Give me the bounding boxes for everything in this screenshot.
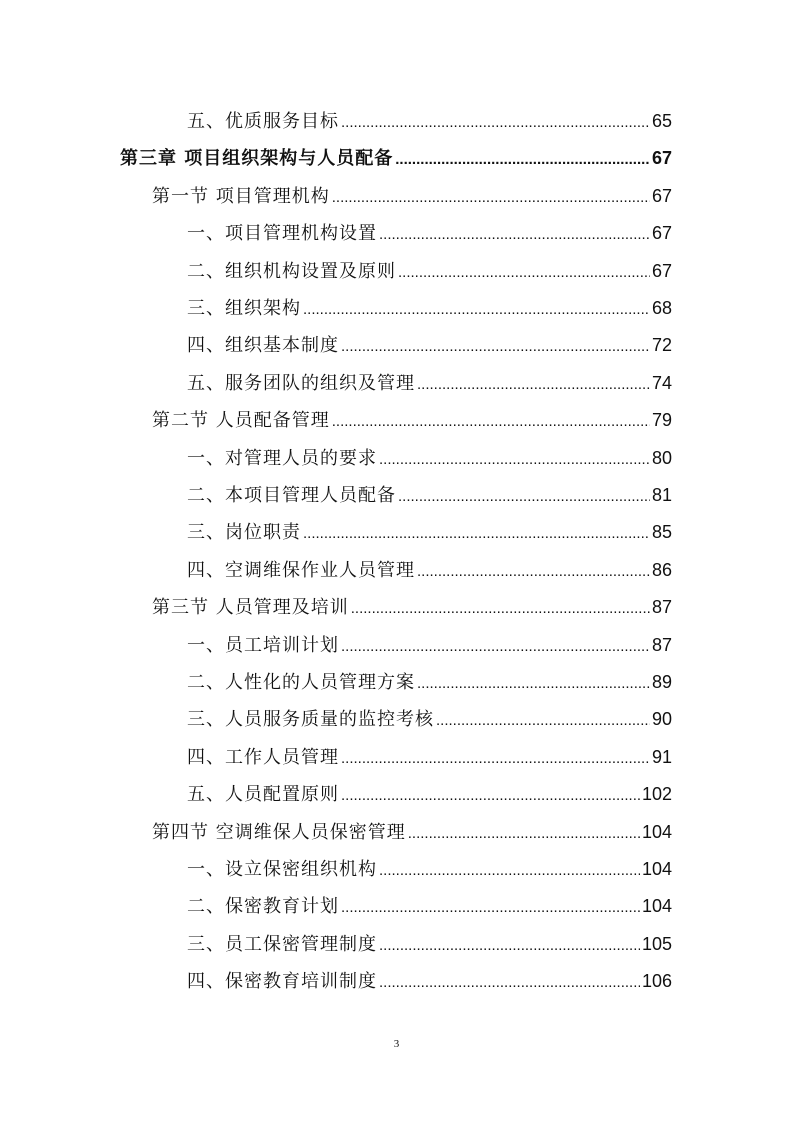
toc-entry-title: 二、保密教育计划 xyxy=(187,896,339,918)
toc-entry-title: 一、设立保密组织机构 xyxy=(187,859,377,880)
toc-entry-title: 四、空调维保作业人员管理 xyxy=(187,559,415,581)
dot-leader xyxy=(341,889,640,926)
toc-entry-title: 第四节 空调维保人员保密管理 xyxy=(152,821,406,843)
toc-entry-title: 三、员工保密管理制度 xyxy=(187,933,377,955)
toc-subsection-entry[interactable] xyxy=(187,627,672,664)
toc-section-entry[interactable] xyxy=(152,402,672,439)
toc-entry-page: 67 xyxy=(651,148,672,169)
toc-entry-page: 105 xyxy=(641,933,672,954)
dot-leader xyxy=(303,291,650,328)
dot-leader xyxy=(379,441,650,478)
toc-entry-page: 102 xyxy=(641,784,672,805)
dot-leader xyxy=(341,628,650,665)
toc-subsection-entry[interactable] xyxy=(187,552,672,589)
toc-subsection-entry[interactable] xyxy=(187,776,672,813)
toc-entry-page: 80 xyxy=(651,447,672,468)
toc-entry-title: 第一节 项目管理机构 xyxy=(152,185,330,207)
toc-subsection-entry[interactable] xyxy=(187,253,672,290)
toc-entry-title: 一、员工培训计划 xyxy=(187,634,339,656)
toc-entry-title: 四、组织基本制度 xyxy=(187,335,339,357)
toc-entry-title: 五、优质服务目标 xyxy=(187,111,339,132)
dot-leader xyxy=(341,740,650,777)
dot-leader xyxy=(408,815,640,852)
dot-leader xyxy=(351,590,650,627)
toc-entry-page: 81 xyxy=(651,485,672,505)
toc-subsection-entry[interactable] xyxy=(187,926,672,963)
toc-subsection-entry[interactable] xyxy=(187,888,672,925)
toc-entry-page: 67 xyxy=(651,223,672,244)
toc-entry-page: 91 xyxy=(651,746,672,767)
toc-entry-page: 67 xyxy=(651,260,672,281)
toc-entry-page: 74 xyxy=(651,372,672,393)
toc-entry-title: 四、工作人员管理 xyxy=(187,746,339,768)
dot-leader xyxy=(332,179,650,216)
toc-subsection-entry[interactable] xyxy=(187,963,672,1000)
dot-leader xyxy=(398,254,650,291)
toc-entry-page: 67 xyxy=(651,185,672,206)
toc-entry-title: 一、对管理人员的要求 xyxy=(187,447,377,469)
page-number: 3 xyxy=(393,1038,400,1050)
toc-entry-page: 104 xyxy=(641,821,672,842)
toc-entry-page: 89 xyxy=(651,672,672,692)
dot-leader xyxy=(417,553,650,590)
toc-subsection-entry[interactable] xyxy=(187,851,672,888)
dot-leader xyxy=(379,927,640,964)
toc-entry-title: 第三节 人员管理及培训 xyxy=(152,597,349,619)
toc-entry-page: 79 xyxy=(651,410,672,431)
toc-entry-page: 72 xyxy=(651,335,672,356)
toc-entry-page: 87 xyxy=(651,634,672,655)
toc-entry-page: 86 xyxy=(651,559,672,580)
dot-leader xyxy=(395,141,650,178)
toc-section-entry[interactable] xyxy=(152,178,672,215)
toc-entry-title: 一、项目管理机构设置 xyxy=(187,223,377,245)
toc-entry-page: 68 xyxy=(651,298,672,318)
dot-leader xyxy=(417,366,650,403)
dot-leader xyxy=(379,852,640,889)
dot-leader xyxy=(379,216,650,253)
toc-entry-title: 二、人性化的人员管理方案 xyxy=(187,672,415,693)
toc-entry-title: 三、人员服务质量的监控考核 xyxy=(187,709,434,731)
toc-entry-title: 二、本项目管理人员配备 xyxy=(187,485,396,506)
dot-leader xyxy=(398,478,650,515)
toc-subsection-entry[interactable] xyxy=(187,327,672,364)
toc-subsection-entry[interactable] xyxy=(187,477,672,514)
dot-leader xyxy=(436,702,650,739)
toc-entry-title: 第二节 人员配备管理 xyxy=(152,410,330,432)
dot-leader xyxy=(332,403,650,440)
toc-subsection-entry[interactable] xyxy=(187,739,672,776)
toc-entry-title: 第三章 项目组织架构与人员配备 xyxy=(120,148,394,170)
toc-subsection-entry[interactable] xyxy=(187,701,672,738)
toc-section-entry[interactable] xyxy=(152,589,672,626)
dot-leader xyxy=(303,515,650,552)
toc-entry-page: 65 xyxy=(651,111,672,131)
dot-leader xyxy=(379,964,640,1001)
dot-leader xyxy=(341,777,640,814)
toc-entry-title: 三、组织架构 xyxy=(187,298,301,319)
toc-entry-page: 104 xyxy=(641,859,672,879)
toc-entry-page: 87 xyxy=(651,597,672,618)
dot-leader xyxy=(341,104,650,141)
toc-subsection-entry[interactable] xyxy=(187,103,672,140)
toc-entry-page: 90 xyxy=(651,709,672,730)
toc-subsection-entry[interactable] xyxy=(187,514,672,551)
toc-entry-title: 三、岗位职责 xyxy=(187,522,301,544)
toc-subsection-entry[interactable] xyxy=(187,290,672,327)
dot-leader xyxy=(341,328,650,365)
toc-entry-page: 85 xyxy=(651,522,672,543)
toc-entry-title: 四、保密教育培训制度 xyxy=(187,971,377,993)
toc-entry-title: 五、人员配置原则 xyxy=(187,784,339,806)
toc-subsection-entry[interactable] xyxy=(187,440,672,477)
toc-chapter-entry[interactable] xyxy=(120,140,672,177)
toc-entry-title: 二、组织机构设置及原则 xyxy=(187,260,396,282)
toc-section-entry[interactable] xyxy=(152,814,672,851)
toc-entry-page: 104 xyxy=(641,896,672,917)
toc-entry-title: 五、服务团队的组织及管理 xyxy=(187,372,415,394)
dot-leader xyxy=(417,665,650,702)
toc-entry-page: 106 xyxy=(641,971,672,992)
toc-subsection-entry[interactable] xyxy=(187,664,672,701)
toc-subsection-entry[interactable] xyxy=(187,365,672,402)
toc-subsection-entry[interactable] xyxy=(187,215,672,252)
